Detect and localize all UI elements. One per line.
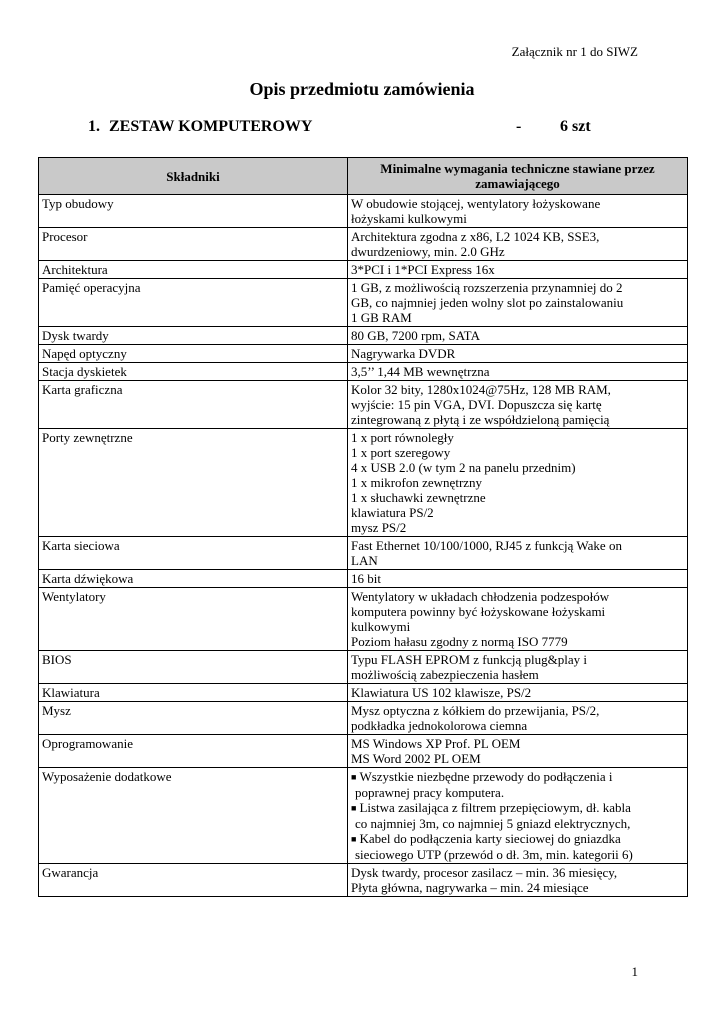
component-cell: Oprogramowanie — [39, 735, 348, 768]
requirement-line: Mysz optyczna z kółkiem do przewijania, PS/2, — [351, 703, 600, 718]
section-dash: - — [516, 118, 522, 135]
component-cell: Karta sieciowa — [39, 537, 348, 570]
requirement-line: Fast Ethernet 10/100/1000, RJ45 z funkcją Wake on — [351, 538, 622, 553]
document-title: Opis przedmiotu zamówienia — [249, 79, 475, 99]
requirement-line: komputera powinny być łożyskowane łożyskami — [351, 604, 606, 619]
requirement-cell — [348, 261, 688, 279]
component-cell: Karta graficzna — [39, 381, 348, 429]
requirement-line: łożyskami kulkowymi — [351, 211, 467, 226]
component-cell: Klawiatura — [39, 684, 348, 702]
requirement-line: Typu FLASH EPROM z funkcją plug&play i — [351, 652, 587, 667]
table-row — [39, 537, 688, 570]
requirement-cell — [348, 363, 688, 381]
requirement-line: Wentylatory w układach chłodzenia podzespołów — [351, 589, 610, 604]
requirement-cell — [348, 195, 688, 228]
bullet-item-line — [351, 847, 684, 862]
requirement-line: Poziom hałasu zgodny z normą ISO 7779 — [351, 634, 568, 649]
requirement-cell — [348, 768, 688, 864]
table-header-row — [39, 158, 688, 195]
table-row — [39, 381, 688, 429]
bullet-text: Wszystkie niezbędne przewody do podłączenia i — [359, 769, 613, 784]
table-row — [39, 588, 688, 651]
requirement-line: W obudowie stojącej, wentylatory łożyskowane — [351, 196, 601, 211]
bullet-text: sieciowego UTP (przewód o dł. 3m, min. kategorii 6) — [355, 847, 633, 862]
component-cell: Stacja dyskietek — [39, 363, 348, 381]
requirement-line: klawiatura PS/2 — [351, 505, 434, 520]
bullet-text: co najmniej 3m, co najmniej 5 gniazd elektrycznych, — [355, 816, 631, 831]
requirement-line: podkładka jednokolorowa ciemna — [351, 718, 528, 733]
table-row — [39, 345, 688, 363]
requirement-line: zintegrowaną z płytą i ze współdzieloną pamięcią — [351, 412, 610, 427]
bullet-item-line — [351, 769, 684, 785]
section-quantity: 6 szt — [560, 118, 591, 135]
requirement-cell — [348, 345, 688, 363]
requirement-cell — [348, 684, 688, 702]
square-bullet-icon: ■ — [351, 834, 357, 844]
requirement-line: Nagrywarka DVDR — [351, 346, 456, 361]
component-cell: Procesor — [39, 228, 348, 261]
requirement-cell — [348, 279, 688, 327]
bullet-text: poprawnej pracy komputera. — [355, 785, 505, 800]
requirement-cell — [348, 537, 688, 570]
requirement-cell — [348, 735, 688, 768]
requirement-line: wyjście: 15 pin VGA, DVI. Dopuszcza się kartę — [351, 397, 602, 412]
square-bullet-icon: ■ — [351, 803, 357, 813]
requirement-line: 1 x słuchawki zewnętrzne — [351, 490, 486, 505]
requirement-line: Kolor 32 bity, 1280x1024@75Hz, 128 MB RAM, — [351, 382, 611, 397]
requirement-cell — [348, 327, 688, 345]
requirement-line: kulkowymi — [351, 619, 411, 634]
component-cell: Wentylatory — [39, 588, 348, 651]
table-row — [39, 327, 688, 345]
requirement-line: mysz PS/2 — [351, 520, 407, 535]
requirement-line: LAN — [351, 553, 378, 568]
requirement-line: 1 x port równoległy — [351, 430, 454, 445]
requirement-line: GB, co najmniej jeden wolny slot po zainstalowaniu — [351, 295, 624, 310]
requirement-line: Klawiatura US 102 klawisze, PS/2 — [351, 685, 532, 700]
requirement-line: MS Word 2002 PL OEM — [351, 751, 481, 766]
table-row — [39, 279, 688, 327]
requirement-cell — [348, 381, 688, 429]
table-row — [39, 570, 688, 588]
requirement-line: 1 x port szeregowy — [351, 445, 451, 460]
requirement-line: 16 bit — [351, 571, 381, 586]
component-cell: Mysz — [39, 702, 348, 735]
table-row — [39, 684, 688, 702]
requirement-line: możliwością zabezpieczenia hasłem — [351, 667, 539, 682]
requirement-cell — [348, 864, 688, 897]
requirement-line: Dysk twardy, procesor zasilacz – min. 36 miesięcy, — [351, 865, 618, 880]
component-cell: Pamięć operacyjna — [39, 279, 348, 327]
requirement-line: 1 x mikrofon zewnętrzny — [351, 475, 483, 490]
table-row — [39, 702, 688, 735]
attachment-label: Załącznik nr 1 do SIWZ — [511, 44, 638, 59]
component-cell: Porty zewnętrzne — [39, 429, 348, 537]
bullet-item-line — [351, 785, 684, 800]
table-row — [39, 429, 688, 537]
requirement-line: 3,5’’ 1,44 MB wewnętrzna — [351, 364, 490, 379]
requirement-cell — [348, 651, 688, 684]
requirement-line: 1 GB, z możliwością rozszerzenia przynamniej do 2 — [351, 280, 623, 295]
bullet-text: Listwa zasilająca z filtrem przepięciowym, dł. kabla — [359, 800, 631, 815]
bullet-text: Kabel do podłączenia karty sieciowej do gniazdka — [359, 831, 621, 846]
component-cell: Gwarancja — [39, 864, 348, 897]
requirement-cell — [348, 570, 688, 588]
requirement-cell — [348, 228, 688, 261]
component-cell: Karta dźwiękowa — [39, 570, 348, 588]
component-cell: Napęd optyczny — [39, 345, 348, 363]
table-row — [39, 261, 688, 279]
component-cell: Typ obudowy — [39, 195, 348, 228]
component-cell: Dysk twardy — [39, 327, 348, 345]
requirement-line: dwurdzeniowy, min. 2.0 GHz — [351, 244, 505, 259]
section-name: ZESTAW KOMPUTEROWY — [109, 118, 313, 135]
component-cell: BIOS — [39, 651, 348, 684]
bullet-item-line — [351, 800, 684, 816]
table-row — [39, 864, 688, 897]
table-row — [39, 228, 688, 261]
component-cell: Architektura — [39, 261, 348, 279]
bullet-item-line — [351, 831, 684, 847]
table-row — [39, 735, 688, 768]
table-row — [39, 768, 688, 864]
requirement-line: 3*PCI i 1*PCI Express 16x — [351, 262, 495, 277]
table-row — [39, 363, 688, 381]
component-cell: Wyposażenie dodatkowe — [39, 768, 348, 864]
section-number: 1. — [88, 118, 100, 135]
table-row — [39, 195, 688, 228]
bullet-item-line — [351, 816, 684, 831]
header-components: Składniki — [39, 158, 348, 195]
header-requirements: Minimalne wymagania techniczne stawiane przez zamawiającego — [348, 158, 688, 195]
page-number: 1 — [631, 964, 638, 979]
table-row — [39, 651, 688, 684]
requirement-line: Płyta główna, nagrywarka – min. 24 miesiące — [351, 880, 589, 895]
requirement-line: MS Windows XP Prof. PL OEM — [351, 736, 521, 751]
requirement-line: 1 GB RAM — [351, 310, 412, 325]
square-bullet-icon: ■ — [351, 772, 357, 782]
requirement-line: 4 x USB 2.0 (w tym 2 na panelu przednim) — [351, 460, 576, 475]
requirement-cell — [348, 702, 688, 735]
specification-table — [38, 157, 688, 897]
requirement-cell — [348, 588, 688, 651]
requirement-cell — [348, 429, 688, 537]
requirement-line: Architektura zgodna z x86, L2 1024 KB, SSE3, — [351, 229, 600, 244]
requirement-line: 80 GB, 7200 rpm, SATA — [351, 328, 480, 343]
